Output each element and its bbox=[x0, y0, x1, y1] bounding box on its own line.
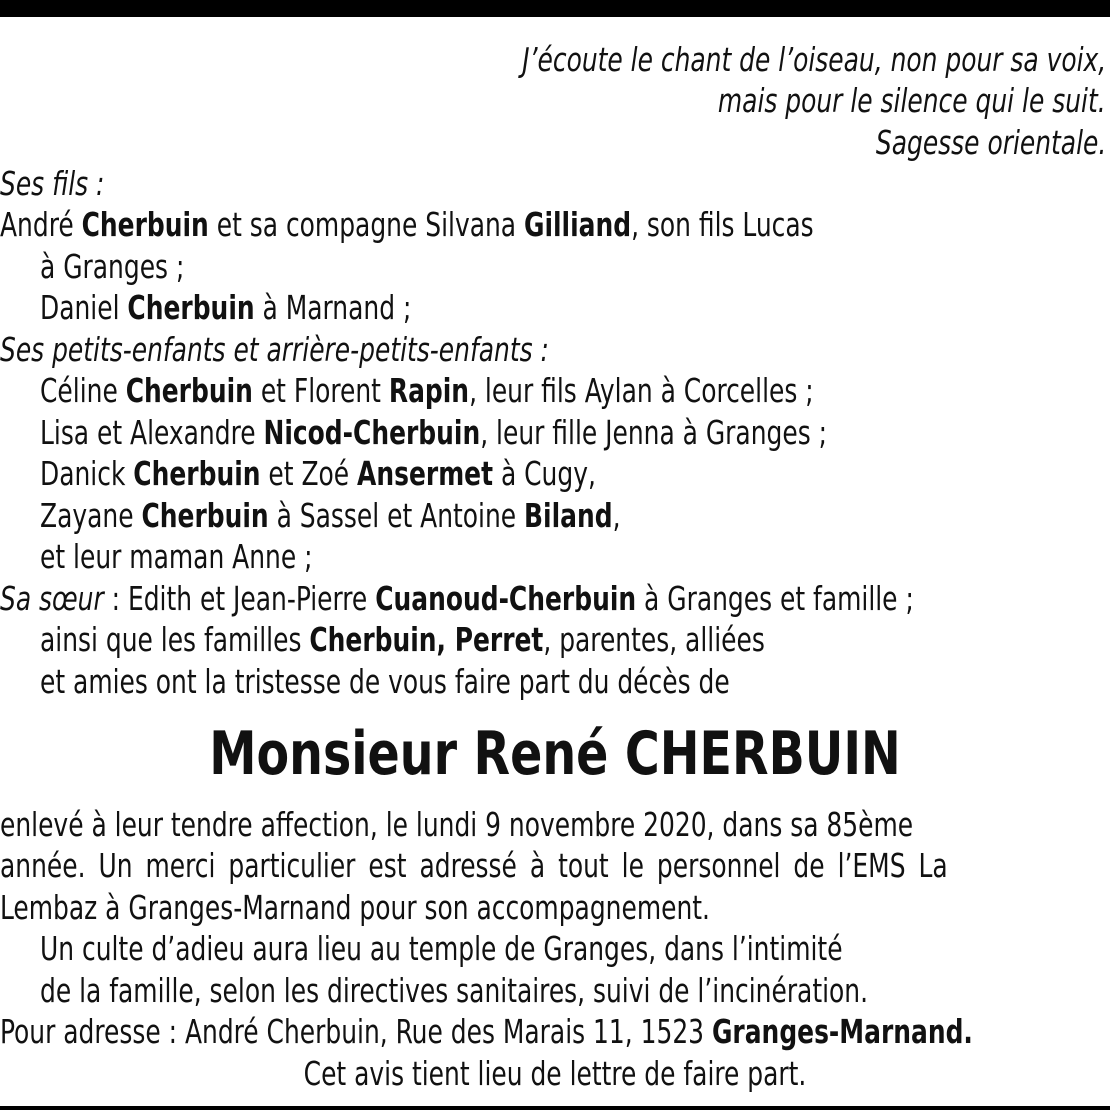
grandchildren-line-5: et leur maman Anne ; bbox=[40, 537, 313, 576]
body-line-1: enlevé à leur tendre affection, le lundi 9 novembre 2020, dans sa 85ème bbox=[0, 805, 914, 844]
sister-line-2: ainsi que les familles Cherbuin, Perret, parentes, alliées bbox=[40, 620, 765, 659]
bottom-rule bbox=[0, 1106, 1110, 1110]
grandchildren-line-3: Danick Cherbuin et Zoé Ansermet à Cugy, bbox=[40, 454, 596, 493]
body-line-3: Lembaz à Granges-Marnand pour son accompagnement. bbox=[0, 888, 710, 927]
top-rule bbox=[0, 0, 1110, 17]
sons-line-2: à Granges ; bbox=[40, 247, 185, 286]
sons-line-3: Daniel Cherbuin à Marnand ; bbox=[40, 288, 412, 327]
epigraph-line-1: J’écoute le chant de l’oiseau, non pour sa voix, bbox=[522, 40, 1106, 79]
grandchildren-line-2: Lisa et Alexandre Nicod-Cherbuin, leur fille Jenna à Granges ; bbox=[40, 413, 828, 452]
grandchildren-heading: Ses petits-enfants et arrière-petits-enfants : bbox=[0, 330, 549, 369]
grandchildren-line-1: Céline Cherbuin et Florent Rapin, leur fils Aylan à Corcelles ; bbox=[40, 371, 814, 410]
body-line-4: Un culte d’adieu aura lieu au temple de Granges, dans l’intimité bbox=[40, 929, 843, 968]
sons-line-1: André Cherbuin et sa compagne Silvana Gilliand, son fils Lucas bbox=[0, 205, 814, 244]
deceased-name: Monsieur René CHERBUIN bbox=[209, 719, 901, 789]
address-line: Pour adresse : André Cherbuin, Rue des Marais 11, 1523 Granges-Marnand. bbox=[0, 1012, 973, 1051]
epigraph-line-2: mais pour le silence qui le suit. bbox=[718, 81, 1106, 120]
sister-line-1: Sa sœur : Edith et Jean-Pierre Cuanoud-Cherbuin à Granges et famille ; bbox=[0, 579, 914, 618]
epigraph-line-3: Sagesse orientale. bbox=[875, 123, 1106, 162]
closing-line: Cet avis tient lieu de lettre de faire part. bbox=[303, 1054, 807, 1093]
sister-label: Sa sœur bbox=[0, 579, 104, 618]
sister-line-3: et amies ont la tristesse de vous faire part du décès de bbox=[40, 662, 730, 701]
grandchildren-line-4: Zayane Cherbuin à Sassel et Antoine Biland, bbox=[40, 496, 621, 535]
sons-heading: Ses fils : bbox=[0, 164, 105, 203]
body-line-5: de la famille, selon les directives sanitaires, suivi de l’incinération. bbox=[40, 971, 869, 1010]
body-line-2: année. Un merci particulier est adressé à tout le personnel de l’EMS La bbox=[0, 846, 948, 885]
